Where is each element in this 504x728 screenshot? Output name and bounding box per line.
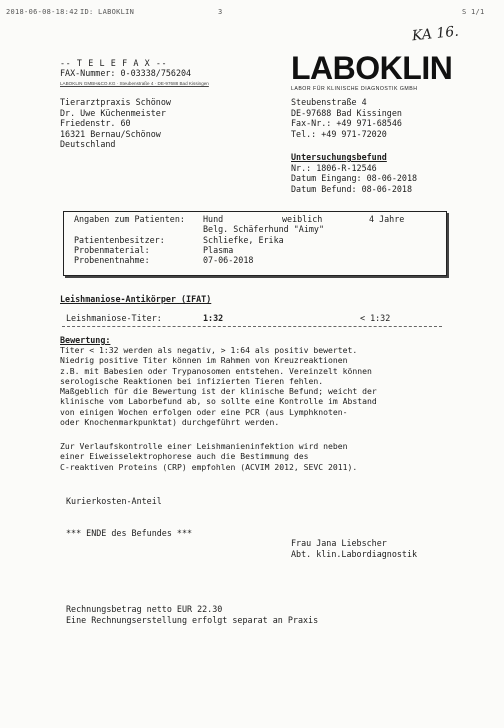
recipient-line: Dr. Uwe Küchenmeister bbox=[60, 107, 166, 118]
date-report: Datum Befund: 08-06-2018 bbox=[291, 183, 413, 194]
patient-age: 4 Jahre bbox=[369, 214, 405, 224]
test-name: Leishmaniose-Titer: bbox=[66, 313, 162, 323]
material-label: Probenmaterial: bbox=[74, 245, 150, 255]
lab-address-line: Steubenstraße 4 bbox=[291, 97, 367, 107]
report-info bbox=[291, 152, 417, 194]
text-line: serologische Reaktionen bei infizierten Tieren fehlen. bbox=[60, 375, 324, 386]
test-reference: < 1:32 bbox=[360, 313, 391, 323]
patient-label: Angaben zum Patienten: bbox=[74, 214, 185, 224]
fax-page-count: S 1/1 bbox=[462, 8, 485, 16]
recipient-line: 16321 Bernau/Schönow bbox=[60, 128, 161, 139]
text-line: C-reaktiven Proteins (CRP) empfohlen (ACVIM 2012, SEVC 2011). bbox=[60, 461, 358, 472]
sample-date-value: 07-06-2018 bbox=[203, 255, 254, 265]
divider bbox=[62, 326, 442, 327]
text-line: Maßgeblich für die Bewertung ist der klinische Befund; weicht der bbox=[60, 386, 377, 397]
assessment-text bbox=[60, 345, 377, 427]
fax-id: ID: LABOKLIN bbox=[80, 8, 135, 16]
handwritten-note: KA 16. bbox=[411, 23, 460, 45]
logo-subtitle: LABOR FÜR KLINISCHE DIAGNOSTIK GMBH bbox=[291, 86, 418, 92]
text-line: z.B. mit Babesien oder Trypanosomen entstehen. Vereinzelt können bbox=[60, 365, 372, 376]
text-line: Niedrig positive Titer können im Rahmen von Kreuzreaktionen bbox=[60, 355, 348, 366]
text-line: klinische vom Laborbefund ab, so sollte eine Kontrolle im Abstand bbox=[60, 396, 377, 407]
billing-amount: Rechnungsbetrag netto EUR 22.30 bbox=[66, 604, 223, 614]
test-section-title: Leishmaniose-Antikörper (IFAT) bbox=[60, 294, 212, 304]
text-line: von einigen Wochen erfolgen oder eine PCR (aus Lymphknoten- bbox=[60, 406, 348, 417]
owner-name: Schliefke, Erika bbox=[203, 235, 284, 245]
signature-block bbox=[291, 538, 417, 559]
report-number: Nr.: 1806-R-12546 bbox=[291, 162, 377, 173]
lab-address-line: Fax-Nr.: +49 971-68546 bbox=[291, 118, 402, 129]
material-value: Plasma bbox=[203, 245, 234, 255]
fax-page-number: 3 bbox=[218, 8, 223, 16]
recipient-line: Friedenstr. 60 bbox=[60, 118, 131, 129]
follow-up-text bbox=[60, 441, 357, 472]
recipient-line: Deutschland bbox=[60, 139, 116, 150]
recipient-address bbox=[60, 97, 171, 150]
signature-name: Frau Jana Liebscher bbox=[291, 538, 387, 548]
text-line: Zur Verlaufskontrolle einer Leishmanieninfektion wird neben bbox=[60, 441, 348, 451]
assessment-title: Bewertung: bbox=[60, 335, 111, 345]
date-received: Datum Eingang: 08-06-2018 bbox=[291, 173, 418, 184]
text-line: oder Knochenmarkpunktat) durchgeführt werden. bbox=[60, 417, 280, 428]
recipient-line: Tierarztpraxis Schönow bbox=[60, 97, 171, 107]
text-line: einer Eiweisselektrophorese auch die Bestimmung des bbox=[60, 451, 309, 462]
billing-info bbox=[66, 604, 318, 625]
sample-date-label: Probenentnahme: bbox=[74, 255, 150, 265]
laboklin-logo: LABOKLIN bbox=[291, 50, 453, 86]
lab-address bbox=[291, 97, 402, 139]
patient-breed: Belg. Schäferhund "Aimy" bbox=[203, 224, 325, 234]
patient-animal: Hund bbox=[203, 214, 224, 224]
text-line: Titer < 1:32 werden als negativ, > 1:64 als positiv bewertet. bbox=[60, 345, 358, 355]
lab-address-line: Tel.: +49 971-72020 bbox=[291, 128, 387, 139]
fax-number: FAX-Nummer: 0-03338/756204 bbox=[60, 68, 192, 78]
courier-cost-line: Kurierkosten-Anteil bbox=[66, 496, 162, 506]
fax-timestamp: 2018-06-08-18:42 bbox=[6, 8, 79, 16]
owner-label: Patientenbesitzer: bbox=[74, 235, 165, 245]
end-of-report: *** ENDE des Befundes *** bbox=[66, 528, 193, 538]
signature-department: Abt. klin.Labordiagnostik bbox=[291, 548, 418, 559]
billing-note: Eine Rechnungserstellung erfolgt separat an Praxis bbox=[66, 614, 319, 625]
test-value: 1:32 bbox=[203, 313, 224, 323]
sender-small-line: LABOKLIN GMBH&CO.KG · Steubenstraße 4 · DE-97688 Bad Kissingen bbox=[60, 81, 209, 86]
patient-sex: weiblich bbox=[282, 214, 323, 224]
report-title: Untersuchungsbefund bbox=[291, 152, 387, 162]
lab-address-line: DE-97688 Bad Kissingen bbox=[291, 107, 402, 118]
telefax-title: -- T E L E F A X -- bbox=[60, 58, 168, 68]
